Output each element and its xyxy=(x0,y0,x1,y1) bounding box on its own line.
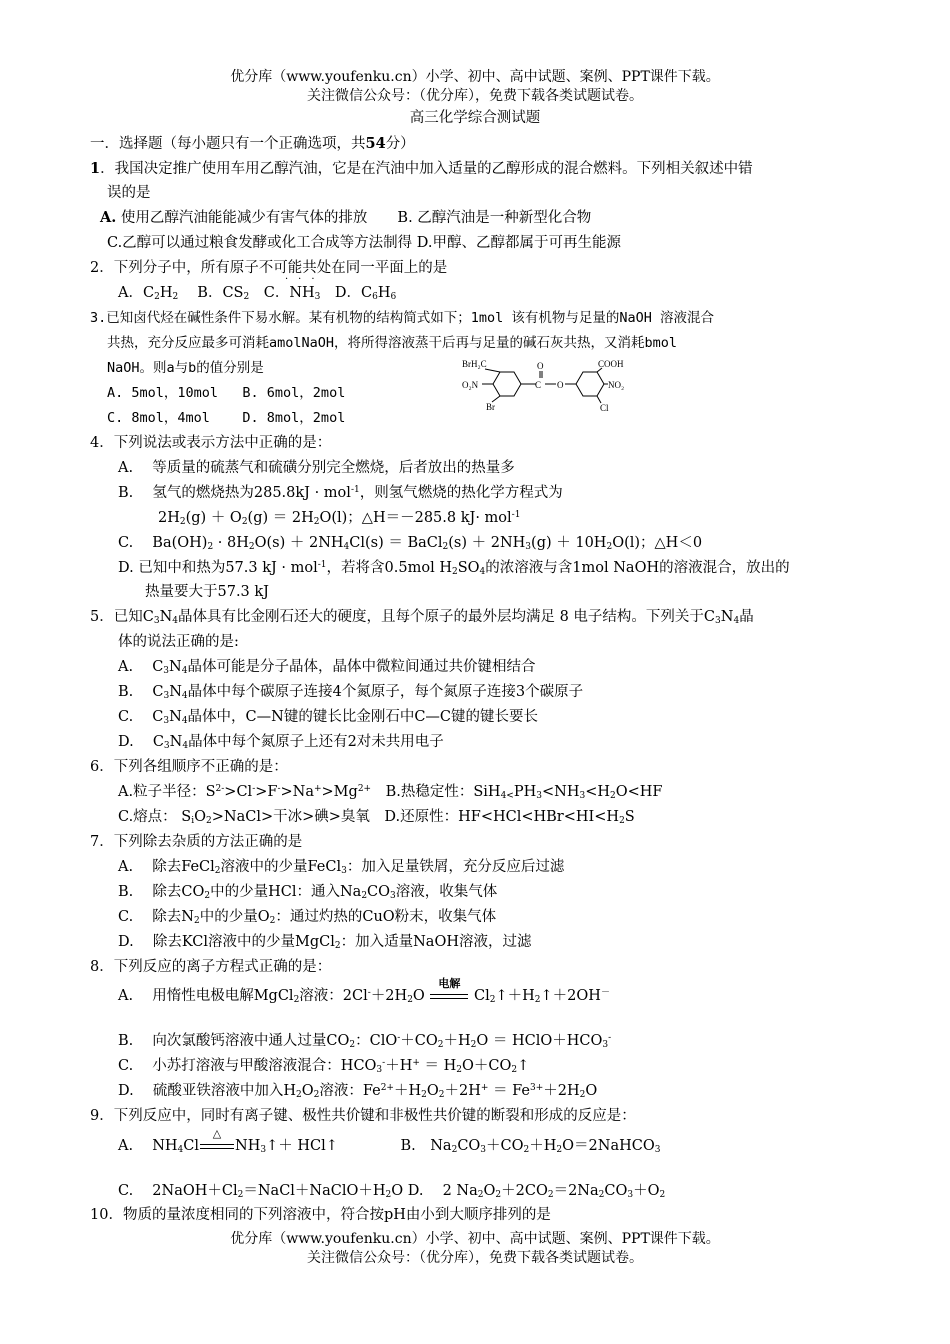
group-cooh: COOH xyxy=(598,359,624,369)
q6-options-cd: C.熔点： $S_iO_2>NaCl>$干冰>碘>臭氧 D.还原性：$HF<HCl<HBr<HI<H_2S$ xyxy=(118,809,635,826)
question-8: 8．下列反应的离子方程式正确的是： xyxy=(90,959,332,975)
molecule-structure xyxy=(460,358,650,416)
footer-line-1: 优分库（www.youfenku.cn）小学、初中、高中试题、案例、PPT课件下载。 xyxy=(230,1231,720,1247)
q1-option-b: B. 乙醇汽油是一种新型化合物 xyxy=(397,210,592,226)
q1-options-ab: A. 使用乙醇汽油能能减少有害气体的排放 B. 乙醇汽油是一种新型化合物 xyxy=(100,209,592,226)
q4-option-d-cont: 热量要大于57.3 kJ xyxy=(145,584,269,600)
q1-option-d: D.甲醇、乙醇都属于可再生能源 xyxy=(416,235,622,251)
q6-options-ab: A.粒子半径：$S^{2-}>Cl^->F^->Na^+>Mg^{2+}$ B.热稳定性：$SiH_{4<}PH_3<NH_3<H_2O<HF$ xyxy=(118,784,663,801)
page-title: 高三化学综合测试题 xyxy=(409,110,541,126)
q4-option-a: A. 等质量的硫蒸气和硫磺分别完全燃烧，后者放出的热量多 xyxy=(118,460,515,476)
benzene-ring-left xyxy=(493,372,521,396)
q7-option-b: B. 除去$CO_2$中的少量HCl：通入$Na_2CO_3$溶液，收集气体 xyxy=(118,884,498,901)
q1-stem-2: 误的是 xyxy=(107,185,151,201)
q2-stem: 下列分子中，所有原子不可能共处在同一平面上的是 xyxy=(113,260,448,276)
q8-stem: 下列反应的离子方程式正确的是： xyxy=(113,959,332,975)
svg-text:C: C xyxy=(535,380,542,390)
question-5: 5．已知$C_3N_4$晶体具有比金刚石还大的硬度，且每个原子的最外层均满足 8 电子结构。下列关于$C_3N_4$晶 xyxy=(90,609,754,626)
q7-option-c: C. 除去$N_2$中的少量$O_2$：通过灼热的CuO粉末，收集气体 xyxy=(118,909,497,926)
q10-stem: 物质的量浓度相同的下列溶液中，符合按pH由小到大顺序排列的是 xyxy=(122,1207,551,1223)
heat-sign xyxy=(199,1127,235,1156)
q9-stem: 下列反应中，同时有离子键、极性共价键和非极性共价键的断裂和形成的反应是： xyxy=(113,1108,636,1124)
section-heading: 一．选择题（每小题只有一个正确选项，共54分） xyxy=(90,135,415,152)
q4-option-d: D. 已知中和热为57.3 kJ · mol$^{-1}$，若将含0.5mol $H_2SO_4$的浓溶液与含1mol NaOH的溶液混合，放出的 xyxy=(118,560,790,577)
q5-option-d: D. $C_3N_4$晶体中每个氮原子上还有2对未共用电子 xyxy=(118,734,444,751)
q1-option-c: C.乙醇可以通过粮食发酵或化工合成等方法制得 xyxy=(107,235,413,251)
q4-option-c: C. $Ba(OH)_2 \cdot 8H_2O(s) + 2NH_4Cl(s)$ ＝ BaCl$_2$(s) ＋ $2NH_3(g) + 10H_2O(l)$；△H＜0 xyxy=(118,535,703,552)
q5-stem-2: 体的说法正确的是: xyxy=(118,634,239,650)
q3-stem-1: 3.已知卤代烃在碱性条件下易水解。某有机物的结构简式如下；1mol 该有机物与足量的NaOH 溶液混合 xyxy=(90,310,715,326)
q2-options: A．$C_2H_2$ B．$CS_2$ C．$NH_3$ D．$C_6H_6$ xyxy=(118,285,397,302)
emphasis-dots: ··· xyxy=(285,274,325,285)
question-7: 7．下列除去杂质的方法正确的是 xyxy=(90,834,303,850)
q5-option-b: B. $C_3N_4$晶体中每个碳原子连接4个氮原子，每个氮原子连接3个碳原子 xyxy=(118,684,584,701)
question-10: 10．物质的量浓度相同的下列溶液中，符合按pH由小到大顺序排列的是 xyxy=(90,1207,551,1223)
q5-option-a: A. $C_3N_4$晶体可能是分子晶体，晶体中微粒间通过共价键相结合 xyxy=(118,659,536,676)
q1-options-cd xyxy=(107,233,621,253)
q1-stem-1: 我国决定推广使用车用乙醇汽油，它是在汽油中加入适量的乙醇形成的混合燃料。下列相关叙述中错 xyxy=(114,161,753,177)
q9-options-cd: C. $2NaOH+Cl_2=NaCl+NaClO+H_2O$ D. 2 $Na_2O_2+2CO_2=2Na_2CO_3+O_2$ xyxy=(118,1183,666,1200)
question-6: 6．下列各组顺序不正确的是： xyxy=(90,759,288,775)
q8-option-b: B. 向次氯酸钙溶液中通人过量$CO_2$：$ClO^-+CO_2+H_2O$ ＝ $HClO+HCO_3^-$ xyxy=(118,1033,612,1050)
q5-option-c: C. $C_3N_4$晶体中，C—N键的键长比金刚石中C—C键的键长要长 xyxy=(118,709,539,726)
q9-options-ab: A. $NH_4Cl$ △ $NH_3↑+$ HCl↑ B. $Na_2CO_3+CO_2+H_2O=2NaHCO_3$ xyxy=(118,1136,660,1156)
ester-oxygen: O xyxy=(557,380,564,390)
q3-options-cd: C. 8mol，4mol D. 8mol，2mol xyxy=(107,410,346,426)
group-no2-right: NO₂ xyxy=(608,380,625,390)
electrolysis-label: 电解 xyxy=(438,977,461,990)
q7-stem: 下列除去杂质的方法正确的是 xyxy=(113,834,303,850)
benzene-ring-right xyxy=(576,372,604,396)
header-line-1: 优分库（www.youfenku.cn）小学、初中、高中试题、案例、PPT课件下载。 xyxy=(230,69,720,85)
question-4: 4．下列说法或表示方法中正确的是： xyxy=(90,435,332,451)
q4-option-b-equation: $2H_2(g) + O_2(g) = 2H_2O(l)$；△H＝－285.8 kJ· mol$^{-1}$ xyxy=(158,510,521,527)
q8-option-d: D. 硫酸亚铁溶液中加入$H_2O_2$溶液：$Fe^{2+}+H_2O_2+2H^+ = Fe^{3+}+2H_2O$ xyxy=(118,1083,598,1100)
q5-option-d-text: 晶体中每个氮原子上还有2对未共用电子 xyxy=(188,734,444,750)
group-brh2c: BrH₂C xyxy=(462,359,487,369)
q7-option-a: A. 除去FeCl$_2$溶液中的少量FeCl$_3$：加入足量铁屑，充分反应后过滤 xyxy=(118,859,565,876)
question-9: 9．下列反应中，同时有离子键、极性共价键和非极性共价键的断裂和形成的反应是： xyxy=(90,1108,636,1124)
q3-options-ab: A. 5mol，10mol B. 6mol，2mol xyxy=(107,385,346,401)
q8-option-a: A. 用惰性电极电解MgCl$_2$溶液：$2Cl^-+2H_2O$ 电解 $Cl_2↑+H_2↑+2OH^-$ xyxy=(118,986,610,1006)
q4-option-a-text: 等质量的硫蒸气和硫磺分别完全燃烧，后者放出的热量多 xyxy=(152,460,515,476)
q3-stem-3: NaOH。则a与b的值分别是 xyxy=(107,360,264,376)
q4-stem: 下列说法或表示方法中正确的是： xyxy=(113,435,332,451)
q6-stem: 下列各组顺序不正确的是： xyxy=(113,759,288,775)
question-2: 2．下列分子中，所有原子不可能共处在同一平面上的是 xyxy=(90,260,448,276)
question-1: 1．我国决定推广使用车用乙醇汽油，它是在汽油中加入适量的乙醇形成的混合燃料。下列相关叙述中错 xyxy=(90,160,753,177)
q7-option-d: D. 除去KCl溶液中的少量MgCl$_2$：加入适量NaOH溶液，过滤 xyxy=(118,934,532,951)
heat-label: △ xyxy=(212,1127,222,1140)
carbonyl-oxygen: O xyxy=(537,361,544,371)
header-line-2: 关注微信公众号：（优分库），免费下载各类试题试卷。 xyxy=(307,88,643,104)
q1-option-a: 使用乙醇汽油能能减少有害气体的排放 xyxy=(120,210,368,226)
q3-stem-2: 共热，充分反应最多可消耗amolNaOH，将所得溶液蒸干后再与足量的碱石灰共热，又消耗bmol xyxy=(107,335,678,351)
footer-line-2: 关注微信公众号：（优分库），免费下载各类试题试卷。 xyxy=(307,1250,643,1266)
q4-option-b: B. 氢气的燃烧热为285.8kJ · mol$^{-1}$，则氢气燃烧的热化学方程式为 xyxy=(118,485,563,501)
group-cl: Cl xyxy=(600,403,609,413)
group-o2n-left: O₂N xyxy=(462,380,479,390)
electrolysis-sign xyxy=(429,977,469,1006)
q8-option-c: C. 小苏打溶液与甲酸溶液混合：$HCO_3^-+H^+$ ＝ $H_2O+CO_2↑$ xyxy=(118,1058,530,1075)
group-br: Br xyxy=(486,402,495,412)
